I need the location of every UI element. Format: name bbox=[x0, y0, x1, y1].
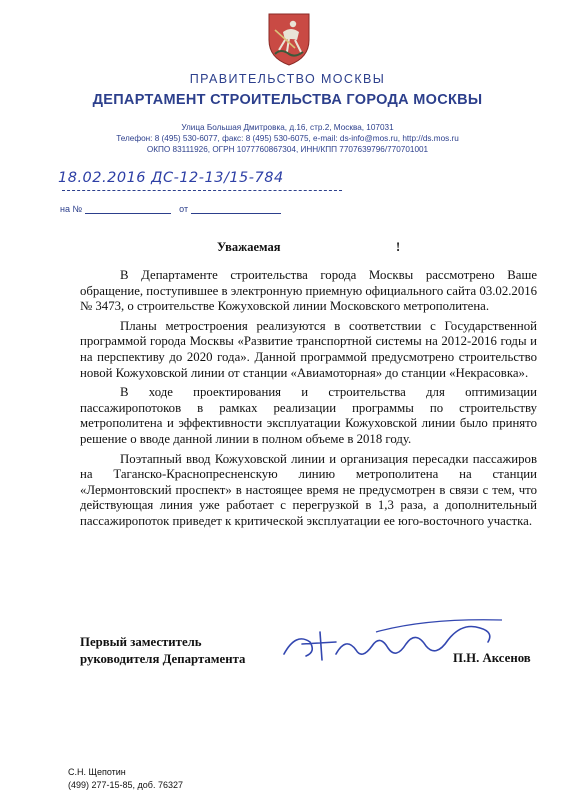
salutation: Уважаемая bbox=[217, 240, 281, 254]
contacts-line: Телефон: 8 (495) 530-6077, факс: 8 (495) 530-6075, e-mail: ds-info@mos.ru, http://ds.mos.ru bbox=[116, 134, 459, 143]
reference-date-blank bbox=[191, 204, 281, 214]
government-title: ПРАВИТЕЛЬСТВО МОСКВЫ bbox=[189, 72, 386, 86]
handwritten-registration-number: 18.02.2016 ДС-12-13/15-784 bbox=[58, 170, 284, 186]
reference-date-label: от bbox=[179, 204, 189, 214]
body-paragraph: Планы метростроения реализуются в соответствии с Государственной программой города Москвы «Развитие транспортной системы на 2012-2016 годы и на перспективу до 2020 года». Данной программой предусмотрено строительство новой Кожуховской линии от станции «Авиамоторная» до станции «Некрасовка». bbox=[80, 318, 537, 380]
body-paragraph: Поэтапный ввод Кожуховской линии и организация пересадки пассажиров на Таганско-Краснопресненскую линию метрополитена на станции «Лермонтовский проспект» в настоящее время не предусмотрен в связи с тем, что действующая линия уже работает с перегрузкой в 1,3 раза, а дополнительный пассажиропоток приведет к критической эксплуатации ее юго-восточного участка. bbox=[80, 451, 537, 528]
reference-number-blank bbox=[85, 204, 171, 214]
registry-line: ОКПО 83111926, ОГРН 1077760867304, ИНН/КПП 7707639796/770701001 bbox=[146, 145, 429, 154]
executor-name: С.Н. Щепотин bbox=[68, 767, 126, 777]
signatory-title-line: руководителя Департамента bbox=[80, 652, 246, 666]
address-line: Улица Большая Дмитровка, д.16, стр.2, Москва, 107031 bbox=[181, 123, 394, 132]
signatory-title-line: Первый заместитель bbox=[80, 635, 202, 649]
letter-body bbox=[80, 268, 537, 534]
signatory-title bbox=[80, 634, 245, 668]
reference-number-label: на № bbox=[60, 204, 83, 214]
body-paragraph: В ходе проектирования и строительства для оптимизации пассажиропотоков в рамках реализации программы по строительству метрополитена и эффективности эксплуатации Кожуховской линии было принято решение о вводе данной линии в полном объеме в 2018 году. bbox=[80, 385, 537, 446]
department-title: ДЕПАРТАМЕНТ СТРОИТЕЛЬСТВА ГОРОДА МОСКВЫ bbox=[92, 92, 483, 108]
signatory-name: П.Н. Аксенов bbox=[453, 651, 531, 665]
registration-underline bbox=[62, 190, 342, 191]
body-paragraph: В Департаменте строительства города Москвы рассмотрено Ваше обращение, поступившее в электронную приемную официального сайта 03.02.2016 № 3473, о строительстве Кожуховской линии Московского метрополитена. bbox=[80, 268, 538, 314]
reference-row bbox=[60, 204, 281, 214]
salutation-exclamation: ! bbox=[396, 240, 401, 254]
executor-phone: (499) 277-15-85, доб. 76327 bbox=[68, 780, 183, 790]
moscow-coat-of-arms-icon bbox=[265, 10, 313, 68]
